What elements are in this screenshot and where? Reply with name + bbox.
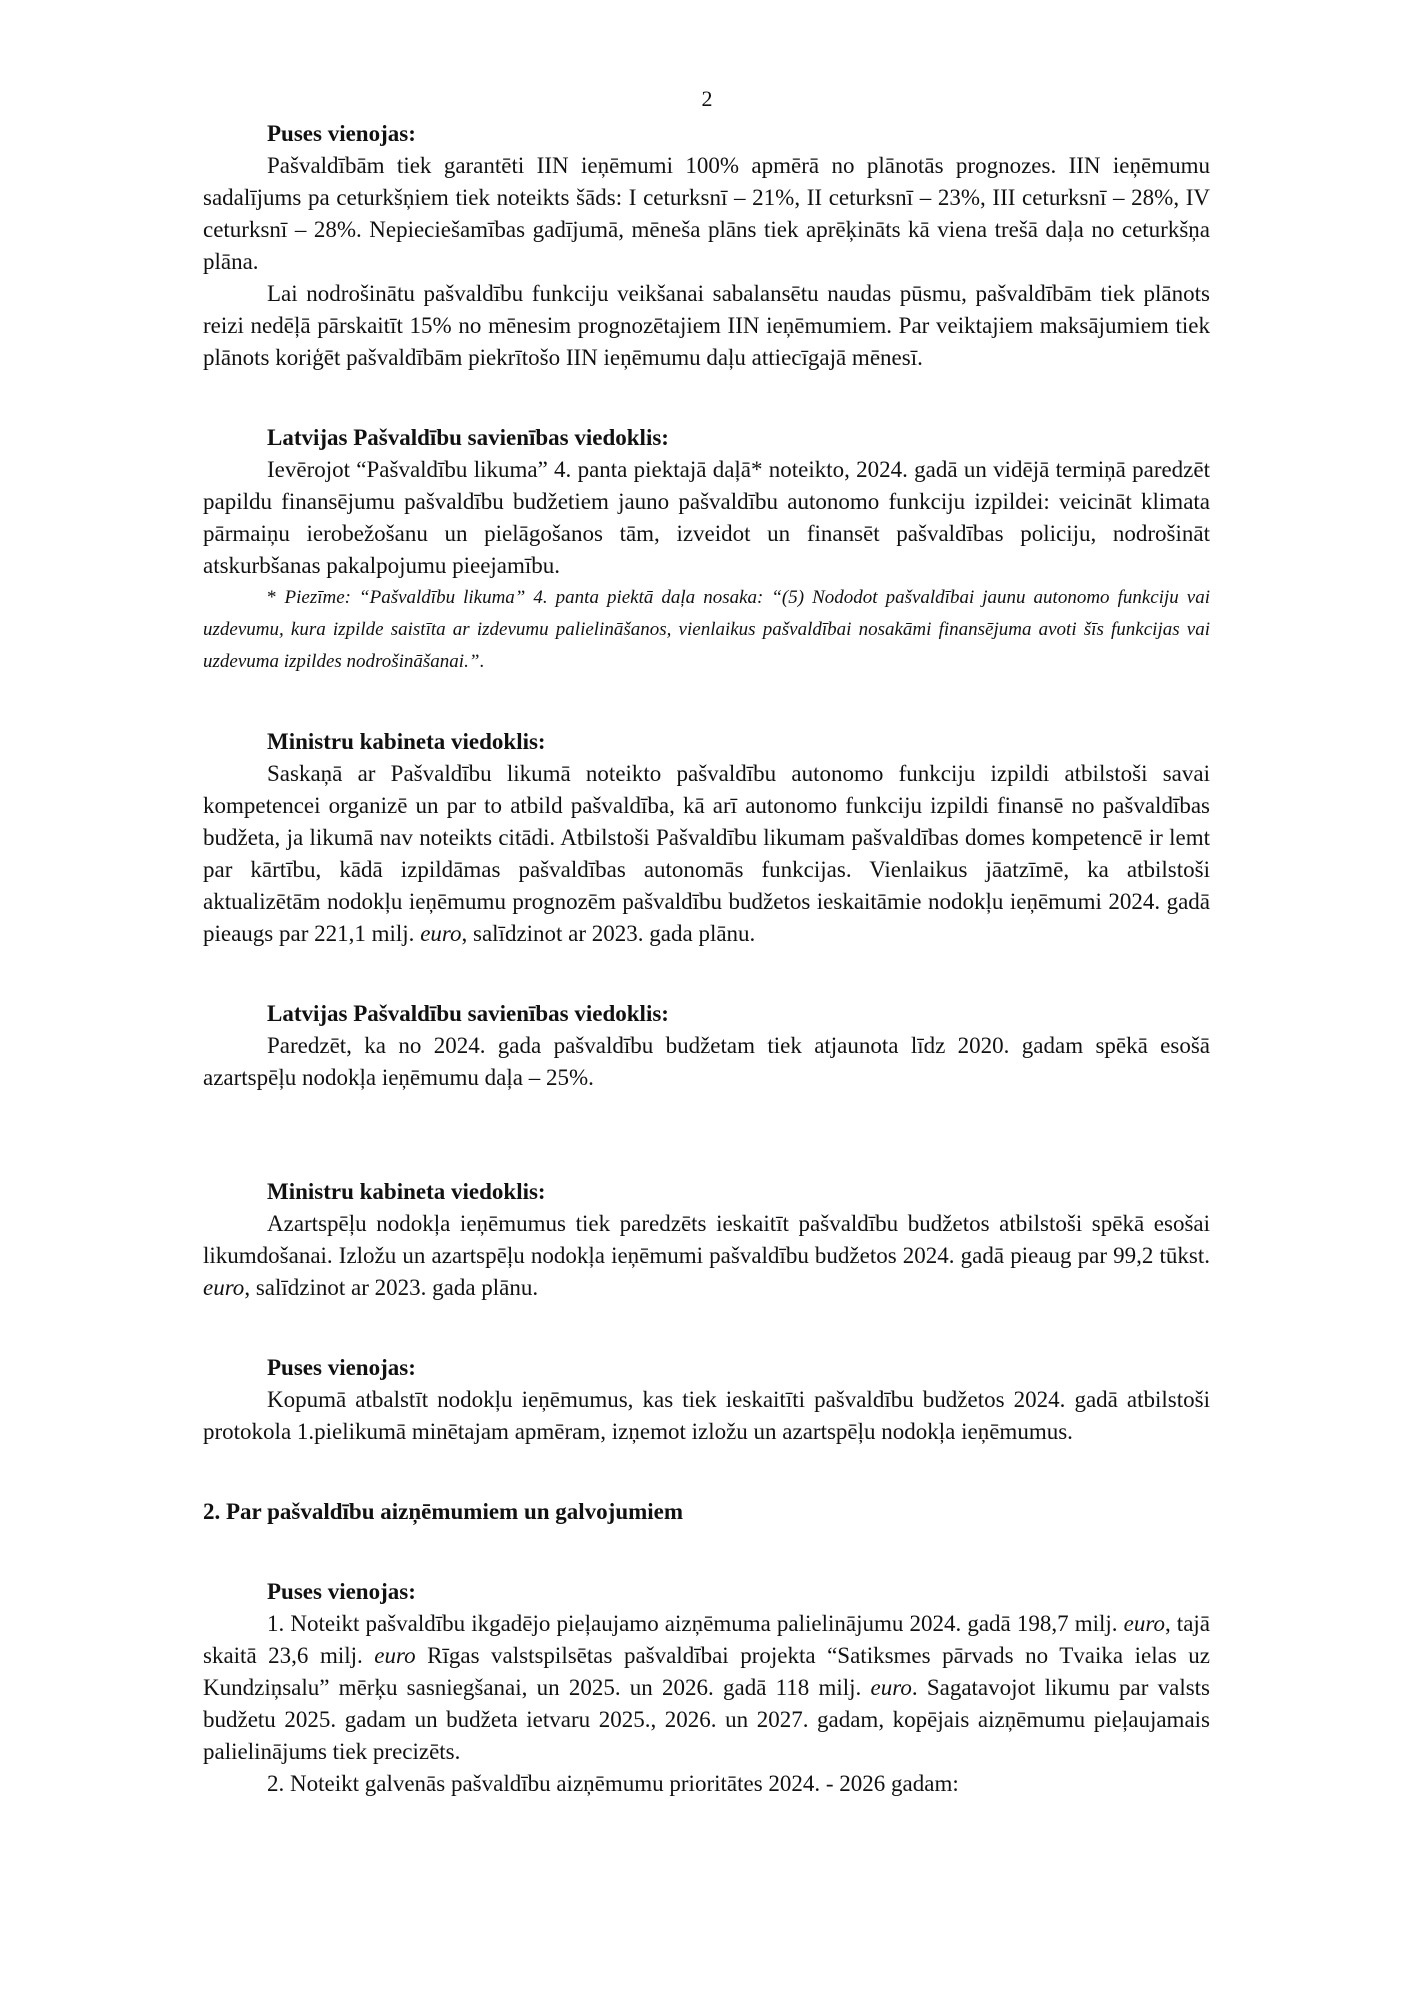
block-heading-cabinet-viewpoint: Ministru kabineta viedoklis: [267, 729, 546, 754]
text-run: Azartspēļu nodokļa ieņēmumus tiek paredzēts ieskaitīt pašvaldību budžetos atbilstoši spēkā esošai likumdošanai. Izložu un azartspēļu nodokļa ieņēmumi pašvaldību budžetos 2024. gadā pieaug par 99,2 tūkst. [203, 1211, 1210, 1268]
section-title-borrowing: 2. Par pašvaldību aizņēmumiem un galvojumiem [203, 1499, 684, 1524]
paragraph-lps-funding-request: Ievērojot “Pašvaldību likuma” 4. panta piektajā daļā* noteikto, 2024. gadā un vidējā termiņā paredzēt papildu finansējumu pašvaldību budžetiem jauno pašvaldību autonomo funkciju izpildei: veicināt klimata pārmaiņu ierobežošanu un pielāgošanos tām, izveidot un finansēt pašvaldības policiju, nodrošināt atskurbšanas pakalpojumu pieejamību. [203, 457, 1210, 578]
block-heading-puses-vienojas-3: Puses vienojas: [267, 1579, 416, 1604]
text-run-italic: euro [374, 1643, 416, 1668]
paragraph-cabinet-autonomous-functions [203, 758, 1210, 950]
text-run: Rīgas valstspilsētas pašvaldībai projekta “Satiksmes pārvads no Tvaika ielas uz Kundziņsalu” mērķu sasniegšanai, un 2025. un 2026. gadā 118 milj. [203, 1643, 1211, 1700]
block-heading-lps-viewpoint: Latvijas Pašvaldību savienības viedoklis: [267, 425, 669, 450]
document-body [203, 118, 1210, 1800]
text-run: , salīdzinot ar 2023. gada plānu. [244, 1275, 539, 1300]
footnote-law-article [203, 582, 1210, 678]
paragraph-gambling-tax-revenue [203, 1208, 1210, 1304]
footnote-star: * [267, 587, 277, 608]
text-run-italic: euro [203, 1275, 245, 1300]
text-run: Saskaņā ar Pašvaldību likumā noteikto pašvaldību autonomo funkciju izpildi atbilstoši savai kompetencei organizē un par to atbild pašvaldība, kā arī autonomo funkciju izpildi finansē no pašvaldības budžeta, ja likumā nav noteikts citādi. Atbilstoši Pašvaldību likumam pašvaldības domes kompetencē ir lemt par kārtību, kādā izpildāmas pašvaldības autonomās funkcijas. Vienlaikus jāatzīmē, ka atbilstoši aktualizētām nodokļu ieņēmumu prognozēm pašvaldību budžetos ieskaitāmie nodokļu ieņēmumi 2024. gadā pieaugs par 221,1 milj. [203, 761, 1210, 946]
text-run-italic: euro [870, 1675, 912, 1700]
footnote-end: . [479, 651, 485, 672]
text-run: 1. Noteikt pašvaldību ikgadējo pieļaujamo aizņēmuma palielinājumu 2024. gadā 198,7 milj. [267, 1611, 1118, 1636]
list-item-borrowing-priorities: 2. Noteikt galvenās pašvaldību aizņēmumu prioritātes 2024. - 2026 gadam: [267, 1771, 959, 1796]
text-run-italic: euro [1123, 1611, 1165, 1636]
paragraph-gambling-tax-share: Paredzēt, ka no 2024. gada pašvaldību budžetam tiek atjaunota līdz 2020. gadam spēkā esošā azartspēļu nodokļa ieņēmumu daļa – 25%. [203, 1033, 1210, 1090]
page-number: 2 [701, 86, 713, 111]
text-run: , tajā skaitā 23,6 milj. [203, 1611, 1211, 1668]
block-heading-puses-vienojas: Puses vienojas: [267, 121, 416, 146]
text-run-italic: euro [420, 921, 462, 946]
footnote-text: Piezīme: “Pašvaldību likuma” 4. panta piektā daļa nosaka: “(5) Nododot pašvaldībai jaunu autonomo funkciju vai uzdevumu, kura izpilde saistīta ar izdevumu palielināšanos, vienlaikus pašvaldībai nosakāmi finansējuma avoti šīs funkcijas vai uzdevuma izpildes nodrošināšanai.” [203, 587, 1211, 672]
block-heading-cabinet-viewpoint-2: Ministru kabineta viedoklis: [267, 1179, 546, 1204]
text-run: . Sagatavojot likumu par valsts budžetu 2025. gadam un budžeta ietvaru 2025., 2026. un 2027. gadam, kopējais aizņēmumu pieļaujamais palielinājums tiek precizēts. [203, 1675, 1211, 1764]
paragraph-weekly-transfer: Lai nodrošinātu pašvaldību funkciju veikšanai sabalansētu naudas pūsmu, pašvaldībām tiek plānots reizi nedēļā pārskaitīt 15% no mēnesim prognozētajiem IIN ieņēmumiem. Par veiktajiem maksājumiem tiek plānots koriģēt pašvaldībām piekrītošo IIN ieņēmumu daļu attiecīgajā mēnesī. [203, 281, 1210, 370]
block-heading-lps-viewpoint-2: Latvijas Pašvaldību savienības viedoklis: [267, 1001, 669, 1026]
block-heading-puses-vienojas-2: Puses vienojas: [267, 1355, 416, 1380]
list-item-borrowing-increase [203, 1608, 1210, 1768]
text-run: , salīdzinot ar 2023. gada plānu. [461, 921, 756, 946]
paragraph-tax-revenue-support: Kopumā atbalstīt nodokļu ieņēmumus, kas tiek ieskaitīti pašvaldību budžetos 2024. gadā atbilstoši protokola 1.pielikumā minētajam apmēram, izņemot izložu un azartspēļu nodokļa ieņēmumus. [203, 1387, 1210, 1444]
paragraph-iin-guarantee: Pašvaldībām tiek garantēti IIN ieņēmumi 100% apmērā no plānotās prognozes. IIN ieņēmumu sadalījums pa ceturkšņiem tiek noteikts šāds: I ceturksnī – 21%, II ceturksnī – 23%, III ceturksnī – 28%, IV ceturksnī – 28%. Nepieciešamības gadījumā, mēneša plāns tiek aprēķināts kā viena trešā daļa no ceturkšņa plāna. [203, 153, 1210, 274]
